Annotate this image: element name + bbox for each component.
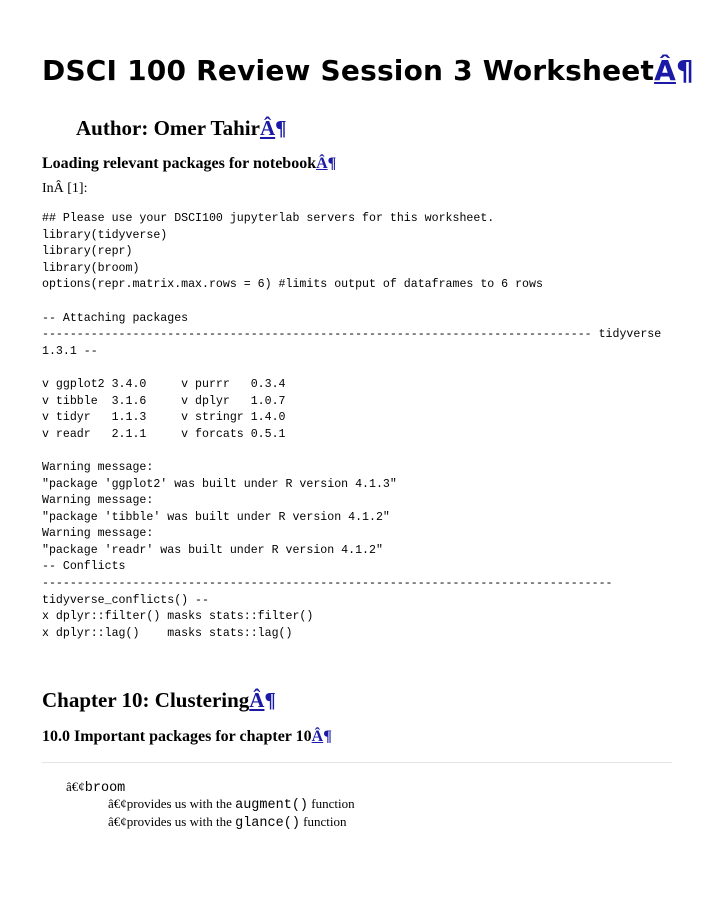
section-10-0-anchor-link[interactable]: Â xyxy=(311,728,324,745)
sub-item-prefix: provides us with the xyxy=(126,796,236,811)
loading-packages-heading xyxy=(42,155,336,173)
augment-code: augment() xyxy=(235,798,309,813)
loading-packages-text: Loading relevant packages for notebook xyxy=(42,155,317,172)
section-10-0-heading xyxy=(42,728,332,746)
broom-code: broom xyxy=(84,781,126,796)
chapter-10-text: Chapter 10: Clustering xyxy=(42,688,250,712)
bullet-glyph: â€¢ xyxy=(66,779,85,794)
author-pilcrow: ¶ xyxy=(275,116,287,140)
page-title xyxy=(42,54,694,87)
title-anchor-link[interactable]: Â xyxy=(654,54,676,87)
cell-prompt: InÂ [1]: xyxy=(42,181,88,196)
sub-item-suffix: function xyxy=(308,796,355,811)
sub-item-suffix: function xyxy=(299,814,347,829)
author-heading xyxy=(76,116,286,141)
sub-list-item-glance xyxy=(108,814,347,831)
sub-list-item-augment xyxy=(108,796,355,813)
section-10-0-text: 10.0 Important packages for chapter 10 xyxy=(42,728,312,745)
chapter-10-pilcrow: ¶ xyxy=(264,688,276,712)
author-anchor-link[interactable]: Â xyxy=(259,116,276,140)
title-pilcrow: ¶ xyxy=(675,54,694,87)
sub-bullet-glyph: â€¢ xyxy=(108,796,127,811)
author-text: Author: Omer Tahir xyxy=(76,116,260,140)
divider xyxy=(42,762,672,763)
code-cell-output: ## Please use your DSCI100 jupyterlab servers for this worksheet. library(tidyverse) library(repr) library(broom) options(repr.matrix.max.rows = 6) #limits output of dataframes to 6 rows -- Attaching packages ------------------------------------------------------------------------------- tidyverse 1.3.1 -- v ggplot2 3.4.0 v purrr 0.3.4 v tibble 3.1.6 v dplyr 1.0.7 v tidyr 1.1.3 v stringr 1.4.0 v readr 2.1.1 v forcats 0.5.1 Warning message: "package 'ggplot2' was built under R version 4.1.3" Warning message: "package 'tibble' was built under R version 4.1.2" Warning message: "package 'readr' was built under R version 4.1.2" -- Conflicts ---------------------------------------------------------------------------------- tidyverse_conflicts() -- x dplyr::filter() masks stats::filter() x dplyr::lag() masks stats::lag() xyxy=(42,212,662,640)
list-item-broom xyxy=(66,779,125,796)
loading-pilcrow: ¶ xyxy=(327,155,337,172)
loading-anchor-link[interactable]: Â xyxy=(316,155,328,172)
chapter-10-heading xyxy=(42,688,276,713)
sub-bullet-glyph: â€¢ xyxy=(108,814,127,829)
section-10-0-pilcrow: ¶ xyxy=(323,728,332,745)
glance-code: glance() xyxy=(235,816,300,831)
chapter-10-anchor-link[interactable]: Â xyxy=(249,688,265,712)
sub-item-prefix: provides us with the xyxy=(126,814,236,829)
page-title-text: DSCI 100 Review Session 3 Worksheet xyxy=(42,54,655,87)
